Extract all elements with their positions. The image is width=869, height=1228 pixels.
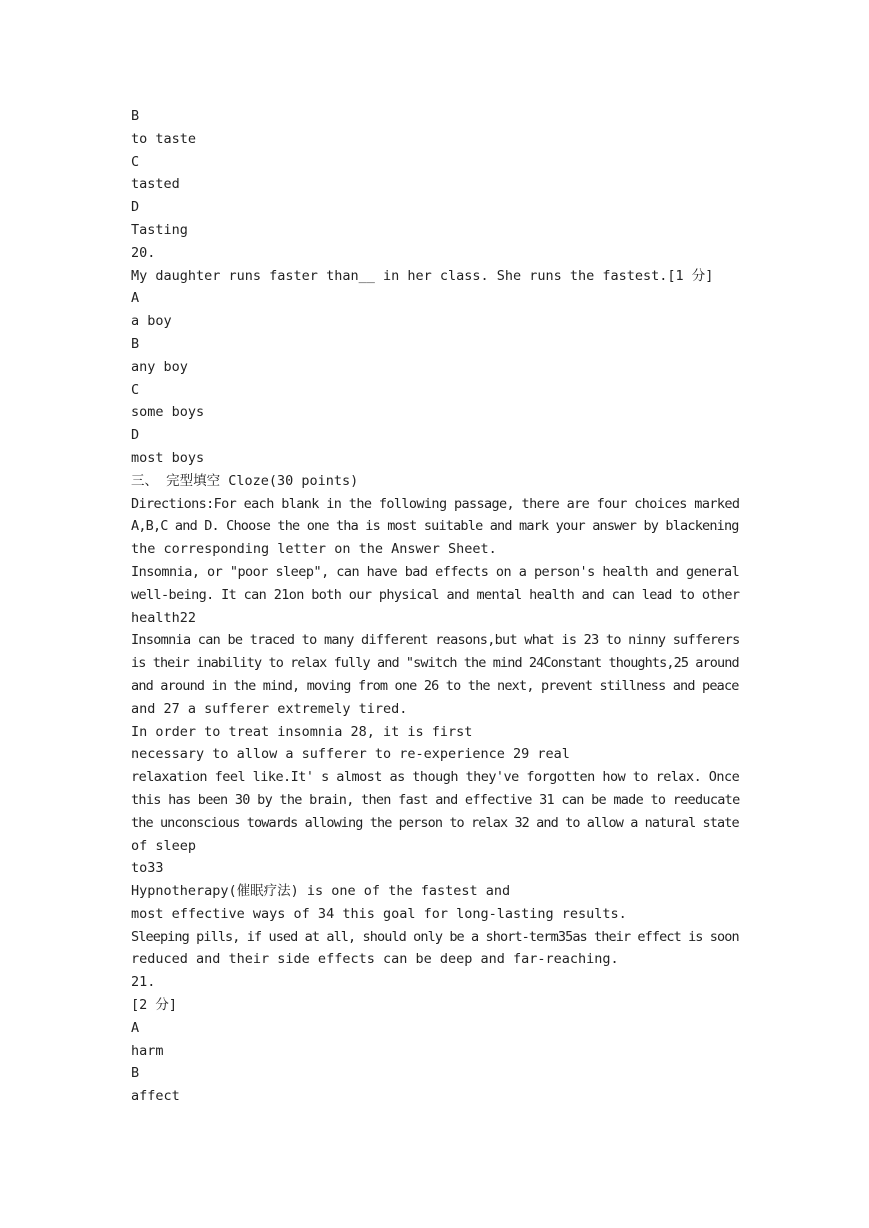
document-body — [131, 105, 739, 1108]
passage-line: this has been 30 by the brain, then fast and effective 31 can be made to reeducate — [131, 791, 740, 808]
option-letter-c: C — [131, 381, 140, 398]
option-letter-c: C — [131, 153, 140, 170]
passage-line: most effective ways of 34 this goal for long-lasting results. — [131, 905, 627, 922]
option-letter-b: B — [131, 108, 140, 124]
option-text: a boy — [131, 313, 172, 330]
option-letter-d: D — [131, 427, 140, 444]
directions-line: Directions:For each blank in the following passage, there are four choices marked — [131, 495, 740, 512]
passage-line: Insomnia can be traced to many different reasons,but what is 23 to ninny sufferers — [131, 632, 740, 649]
passage-line: necessary to allow a sufferer to re-experience 29 real — [131, 746, 570, 763]
option-text: Tasting — [131, 221, 188, 238]
passage-line: Sleeping pills, if used at all, should only be a short-term35as their effect is soon — [131, 928, 739, 945]
option-letter-b: B — [131, 1065, 140, 1082]
option-text: any boy — [131, 358, 188, 375]
passage-line: Hypnotherapy(催眠疗法) is one of the fastest and — [131, 883, 511, 900]
question-number: 20. — [131, 244, 156, 261]
passage-line: the unconscious towards allowing the person to relax 32 and to allow a natural state — [131, 814, 739, 831]
option-text: tasted — [131, 176, 180, 193]
passage-line: and 27 a sufferer extremely tired. — [131, 700, 408, 717]
passage-line: relaxation feel like.It' s almost as though they've forgotten how to relax. Once — [131, 769, 740, 786]
option-text: most boys — [131, 449, 205, 466]
question-score: [2 分] — [131, 997, 178, 1014]
passage-line: Insomnia, or "poor sleep", can have bad effects on a person's health and general — [131, 563, 740, 580]
section-heading: 三、 完型填空 Cloze(30 points) — [131, 472, 359, 489]
directions-line: A,B,C and D. Choose the one tha is most suitable and mark your answer by blackening — [131, 518, 739, 535]
passage-line: is their inability to relax fully and "switch the mind 24Constant thoughts,25 around — [131, 655, 739, 672]
passage-line: health22 — [131, 609, 197, 626]
option-letter-b: B — [131, 335, 140, 352]
option-text: harm — [131, 1042, 164, 1059]
passage-line: and around in the mind, moving from one 26 to the next, prevent stillness and peace — [131, 677, 739, 694]
option-letter-d: D — [131, 199, 140, 216]
passage-line: to33 — [131, 860, 164, 877]
passage-line: well-being. It can 21on both our physical and mental health and can lead to other — [131, 586, 740, 603]
option-text: to taste — [131, 130, 197, 147]
option-letter-a: A — [131, 1019, 140, 1036]
passage-line: reduced and their side effects can be deep and far-reaching. — [131, 951, 619, 968]
option-text: some boys — [131, 404, 205, 421]
question-text: My daughter runs faster than__ in her class. She runs the fastest.[1 分] — [131, 267, 714, 284]
passage-line: In order to treat insomnia 28, it is first — [131, 723, 473, 740]
option-letter-a: A — [131, 290, 140, 307]
passage-line: of sleep — [131, 837, 197, 854]
directions-line: the corresponding letter on the Answer Sheet. — [131, 541, 497, 558]
question-number: 21. — [131, 974, 156, 991]
option-text: affect — [131, 1088, 180, 1105]
